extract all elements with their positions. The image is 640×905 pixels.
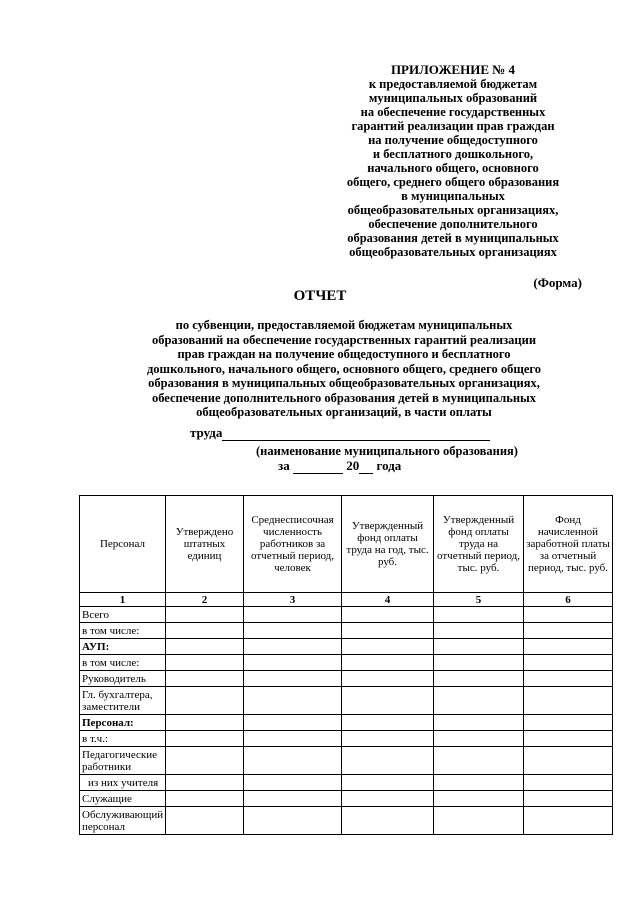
table-cell[interactable] — [244, 715, 342, 731]
table-cell[interactable] — [342, 747, 434, 775]
appendix-line: и бесплатного дошкольного, — [372, 147, 534, 161]
table-row — [80, 807, 613, 835]
table-cell[interactable] — [342, 715, 434, 731]
table-cell[interactable] — [434, 731, 524, 747]
report-line: общеобразовательных организаций, в части оплаты — [196, 405, 492, 419]
report-line: дошкольного, начального общего, основного общего, среднего общего — [146, 361, 542, 376]
row-label: Персонал: — [80, 715, 166, 731]
col-header: Утвержденный фонд оплаты труда на год, тыс. руб. — [342, 496, 434, 593]
table-cell[interactable] — [342, 731, 434, 747]
form-label: (Форма) — [533, 275, 582, 290]
col-header: Персонал — [80, 496, 166, 593]
table-cell[interactable] — [524, 639, 613, 655]
col-header: Фонд начисленной заработной платы за отчетный период, тыс. руб. — [524, 496, 613, 593]
column-number: 3 — [244, 593, 342, 607]
table-row — [80, 655, 613, 671]
table-cell[interactable] — [434, 623, 524, 639]
table-cell[interactable] — [166, 607, 244, 623]
report-line: образования в муниципальных общеобразовательных организациях, — [148, 376, 540, 390]
appendix-block — [318, 63, 588, 259]
column-number: 6 — [524, 593, 613, 607]
table-cell[interactable] — [166, 715, 244, 731]
table-cell[interactable] — [166, 671, 244, 687]
row-label: Обслуживающий персонал — [80, 807, 166, 835]
table-cell[interactable] — [524, 807, 613, 835]
table-cell[interactable] — [434, 747, 524, 775]
table-cell[interactable] — [524, 791, 613, 807]
trud-line — [190, 425, 490, 441]
table-row — [80, 671, 613, 687]
appendix-title: ПРИЛОЖЕНИЕ № 4 — [390, 62, 516, 77]
table-cell[interactable] — [342, 655, 434, 671]
column-number-row — [80, 593, 613, 607]
table-cell[interactable] — [434, 687, 524, 715]
table-cell[interactable] — [342, 687, 434, 715]
table-cell[interactable] — [244, 687, 342, 715]
table-row — [80, 715, 613, 731]
table-row — [80, 687, 613, 715]
table-cell[interactable] — [434, 655, 524, 671]
table-cell[interactable] — [524, 731, 613, 747]
year-blank[interactable] — [359, 462, 373, 474]
period-blank[interactable] — [293, 462, 343, 474]
report-table — [79, 495, 613, 835]
period-god: года — [376, 458, 402, 473]
table-cell[interactable] — [434, 715, 524, 731]
col-header: Среднесписочная численность работников за отчетный период, человек — [244, 496, 342, 593]
row-label: Всего — [80, 607, 166, 623]
table-cell[interactable] — [524, 687, 613, 715]
report-line: по субвенции, предоставляемой бюджетам муниципальных — [175, 318, 513, 332]
table-cell[interactable] — [244, 671, 342, 687]
period-year-prefix: 20 — [346, 458, 360, 473]
row-label: в том числе: — [80, 655, 166, 671]
table-cell[interactable] — [434, 775, 524, 791]
column-number: 4 — [342, 593, 434, 607]
table-cell[interactable] — [342, 671, 434, 687]
municipality-blank[interactable] — [222, 428, 490, 441]
appendix-line: гарантий реализации прав граждан — [351, 119, 555, 133]
report-description — [118, 318, 570, 420]
row-label: из них учителя — [80, 775, 166, 791]
table-cell[interactable] — [166, 747, 244, 775]
appendix-line: на получение общедоступного — [368, 133, 538, 147]
table-cell[interactable] — [524, 607, 613, 623]
row-label: Педагогические работники — [80, 747, 166, 775]
column-number: 5 — [434, 593, 524, 607]
table-cell[interactable] — [166, 639, 244, 655]
table-cell[interactable] — [434, 607, 524, 623]
col-header: Утвержденный фонд оплаты труда на отчетный период, тыс. руб. — [434, 496, 524, 593]
table-cell[interactable] — [244, 807, 342, 835]
row-label: Служащие — [80, 791, 166, 807]
table-cell[interactable] — [342, 639, 434, 655]
municipality-caption: (наименование муниципального образования) — [256, 444, 518, 458]
table-cell[interactable] — [166, 687, 244, 715]
table-cell[interactable] — [434, 791, 524, 807]
report-title: ОТЧЕТ — [293, 288, 347, 304]
appendix-line: общеобразовательных организациях — [349, 245, 557, 259]
table-cell[interactable] — [244, 747, 342, 775]
column-number: 1 — [80, 593, 166, 607]
col-header: Утверждено штатных единиц — [166, 496, 244, 593]
table-cell[interactable] — [524, 623, 613, 639]
table-cell[interactable] — [434, 639, 524, 655]
appendix-line: к предоставляемой бюджетам — [368, 77, 538, 91]
table-row — [80, 791, 613, 807]
table-row — [80, 775, 613, 791]
report-line: образований на обеспечение государственных гарантий реализации — [151, 332, 537, 347]
appendix-line: на обеспечение государственных — [360, 105, 546, 119]
table-cell[interactable] — [244, 607, 342, 623]
appendix-line: в муниципальных — [401, 189, 505, 203]
table-cell[interactable] — [342, 623, 434, 639]
table-cell[interactable] — [244, 791, 342, 807]
table-cell[interactable] — [244, 655, 342, 671]
table-row — [80, 623, 613, 639]
appendix-line: образования детей в муниципальных — [347, 231, 559, 245]
table-row — [80, 731, 613, 747]
table-cell[interactable] — [166, 775, 244, 791]
table-cell[interactable] — [524, 715, 613, 731]
row-label: в том числе: — [80, 623, 166, 639]
table-cell[interactable] — [166, 655, 244, 671]
appendix-line: муниципальных образований — [368, 91, 538, 105]
table-cell[interactable] — [342, 807, 434, 835]
table-cell[interactable] — [244, 623, 342, 639]
table-cell[interactable] — [166, 731, 244, 747]
column-number: 2 — [166, 593, 244, 607]
table-cell[interactable] — [524, 775, 613, 791]
table-row — [80, 607, 613, 623]
row-label: в т.ч.: — [80, 731, 166, 747]
trud-label: труда — [190, 425, 223, 440]
table-cell[interactable] — [524, 671, 613, 687]
appendix-line: общеобразовательных организациях, — [347, 203, 559, 217]
table-header-row — [80, 496, 613, 593]
table-cell[interactable] — [342, 775, 434, 791]
appendix-line: начального общего, основного — [367, 161, 539, 175]
table-cell[interactable] — [244, 775, 342, 791]
table-cell[interactable] — [524, 655, 613, 671]
table-cell[interactable] — [342, 607, 434, 623]
report-line: прав граждан на получение общедоступного и бесплатного — [177, 347, 511, 361]
table-cell[interactable] — [244, 639, 342, 655]
table-cell[interactable] — [244, 731, 342, 747]
table-row — [80, 747, 613, 775]
appendix-line: обеспечение дополнительного — [368, 217, 538, 231]
table-row — [80, 639, 613, 655]
report-line: обеспечение дополнительного образования детей в муниципальных — [151, 390, 537, 405]
period-line — [278, 458, 401, 474]
period-za: за — [278, 458, 290, 473]
row-label: Руководитель — [80, 671, 166, 687]
table-cell[interactable] — [166, 807, 244, 835]
table-cell[interactable] — [434, 671, 524, 687]
table-cell[interactable] — [434, 807, 524, 835]
table-cell[interactable] — [524, 747, 613, 775]
row-label: Гл. бухгалтера, заместители — [80, 687, 166, 715]
appendix-line: общего, среднего общего образования — [346, 175, 560, 189]
table-cell[interactable] — [166, 623, 244, 639]
row-label: АУП: — [80, 639, 166, 655]
table-cell[interactable] — [342, 791, 434, 807]
table-cell[interactable] — [166, 791, 244, 807]
